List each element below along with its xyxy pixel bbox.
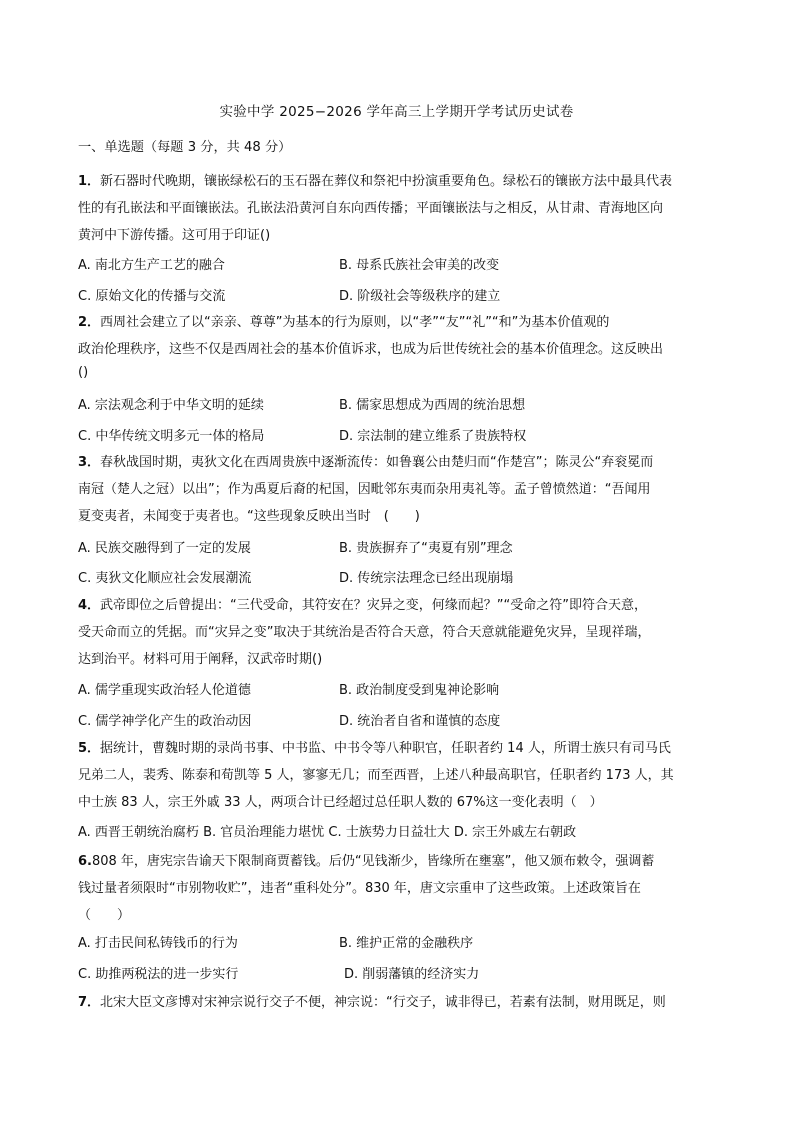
option-c[interactable]: C. 原始文化的传播与交流	[78, 289, 226, 304]
question-line: 南冠（楚人之冠）以出”；作为禹夏后裔的杞国，因毗邻东夷而杂用夷礼等。孟子曾愤然道：“吾闻用	[78, 482, 651, 497]
option-b[interactable]: B. 贵族摒弃了“夷夏有别”理念	[339, 541, 513, 556]
question-line: 达到治平。材料可用于阐释，汉武帝时期()	[78, 652, 323, 667]
option-b[interactable]: B. 维护正常的金融秩序	[339, 936, 474, 951]
section-heading: 一、单选题（每题 3 分，共 48 分）	[78, 140, 292, 155]
question-number: 5．	[78, 741, 101, 756]
option-a[interactable]: A. 儒学重现实政治轻人伦道德	[78, 683, 251, 698]
question-number: 1．	[78, 174, 101, 189]
question-number: 6.	[78, 854, 92, 869]
question-line: 4．武帝即位之后曾提出：“三代受命，其符安在？灾异之变，何缘而起？”“受命之符”即符合天意，	[78, 598, 647, 613]
question-number: 4．	[78, 598, 101, 613]
question-line: 7．北宋大臣文彦博对宋神宗说行交子不便，神宗说：“行交子，诚非得已，若素有法制，财用既足，则	[78, 995, 666, 1010]
question-line: 5．据统计，曹魏时期的录尚书事、中书监、中书令等八种职官，任职者约 14 人，所谓士族只有司马氏	[78, 741, 671, 756]
question-line: 3．春秋战国时期，夷狄文化在西周贵族中逐渐流传：如鲁襄公由楚归而“作楚宫”；陈灵公“弃衮冕而	[78, 455, 654, 470]
question-line: 黄河中下游传播。这可用于印证()	[78, 228, 271, 243]
option-c[interactable]: C. 士族势力日益壮大	[328, 825, 450, 840]
option-d[interactable]: D. 阶级社会等级秩序的建立	[339, 289, 501, 304]
question-line: 钱过量者须限时“市别物收贮”，违者“重科处分”。830 年，唐文宗重申了这些政策。上述政策旨在	[78, 881, 641, 896]
question-line: 性的有孔嵌法和平面镶嵌法。孔嵌法沿黄河自东向西传播；平面镶嵌法与之相反，从甘肃、青海地区向	[78, 201, 664, 216]
option-b[interactable]: B. 母系氏族社会审美的改变	[339, 258, 500, 273]
option-b[interactable]: B. 儒家思想成为西周的统治思想	[339, 398, 526, 413]
question-line: 夏变夷者，未闻变于夷者也。“这些现象反映出当时 ( )	[78, 509, 420, 524]
option-d[interactable]: D. 宗王外戚左右朝政	[453, 825, 577, 840]
option-b[interactable]: B. 政治制度受到鬼神论影响	[339, 683, 500, 698]
option-c[interactable]: C. 助推两税法的进一步实行	[78, 967, 239, 982]
option-c[interactable]: C. 夷狄文化顺应社会发展潮流	[78, 571, 252, 586]
option-c[interactable]: C. 中华传统文明多元一体的格局	[78, 429, 265, 444]
option-a[interactable]: A. 宗法观念利于中华文明的延续	[78, 398, 264, 413]
question-line: ()	[78, 365, 89, 380]
option-a[interactable]: A. 南北方生产工艺的融合	[78, 258, 225, 273]
option-a[interactable]: A. 西晋王朝统治腐朽	[78, 825, 199, 840]
option-d[interactable]: D. 削弱藩镇的经济实力	[344, 967, 480, 982]
page-title: 实验中学 2025−2026 学年高三上学期开学考试历史试卷	[219, 104, 574, 120]
option-c[interactable]: C. 儒学神学化产生的政治动因	[78, 714, 252, 729]
options-row	[78, 821, 576, 840]
question-line: （ ）	[78, 908, 131, 923]
question-line: 政治伦理秩序，这些不仅是西周社会的基本价值诉求，也成为后世传统社会的基本价值理念。这反映出	[78, 342, 664, 357]
question-line: 兄弟二人，裴秀、陈泰和荀凯等 5 人，寥寥无几；而至西晋，上述八种最高职官，任职者约 173 人，其	[78, 768, 674, 783]
question-line: 2．西周社会建立了以“亲亲、尊尊”为基本的行为原则，以“孝”“友”“礼”“和”为基本价值观的	[78, 315, 610, 330]
question-number: 3．	[78, 455, 101, 470]
question-number: 2．	[78, 315, 101, 330]
option-a[interactable]: A. 打击民间私铸钱币的行为	[78, 936, 238, 951]
question-number: 7．	[78, 995, 101, 1010]
question-line: 1．新石器时代晚期，镶嵌绿松石的玉石器在葬仪和祭祀中扮演重要角色。绿松石的镶嵌方法中最具代表	[78, 174, 673, 189]
option-a[interactable]: A. 民族交融得到了一定的发展	[78, 541, 251, 556]
option-d[interactable]: D. 宗法制的建立维系了贵族特权	[339, 429, 527, 444]
option-d[interactable]: D. 传统宗法理念已经出现崩塌	[339, 571, 514, 586]
question-line: 6.808 年，唐宪宗告谕天下限制商贾蓄钱。后仍“见钱渐少，皆缘所在壅塞”，他又颁布敕令，强调蓄	[78, 854, 655, 869]
option-d[interactable]: D. 统治者自省和谨慎的态度	[339, 714, 501, 729]
question-line: 受天命而立的凭据。而“灾异之变”取决于其统治是否符合天意，符合天意就能避免灾异，呈现祥瑞，	[78, 625, 651, 640]
question-line: 中士族 83 人，宗王外戚 33 人，两项合计已经超过总任职人数的 67%这一变化表明（ ）	[78, 795, 603, 810]
option-b[interactable]: B. 官员治理能力堪忧	[203, 825, 325, 840]
